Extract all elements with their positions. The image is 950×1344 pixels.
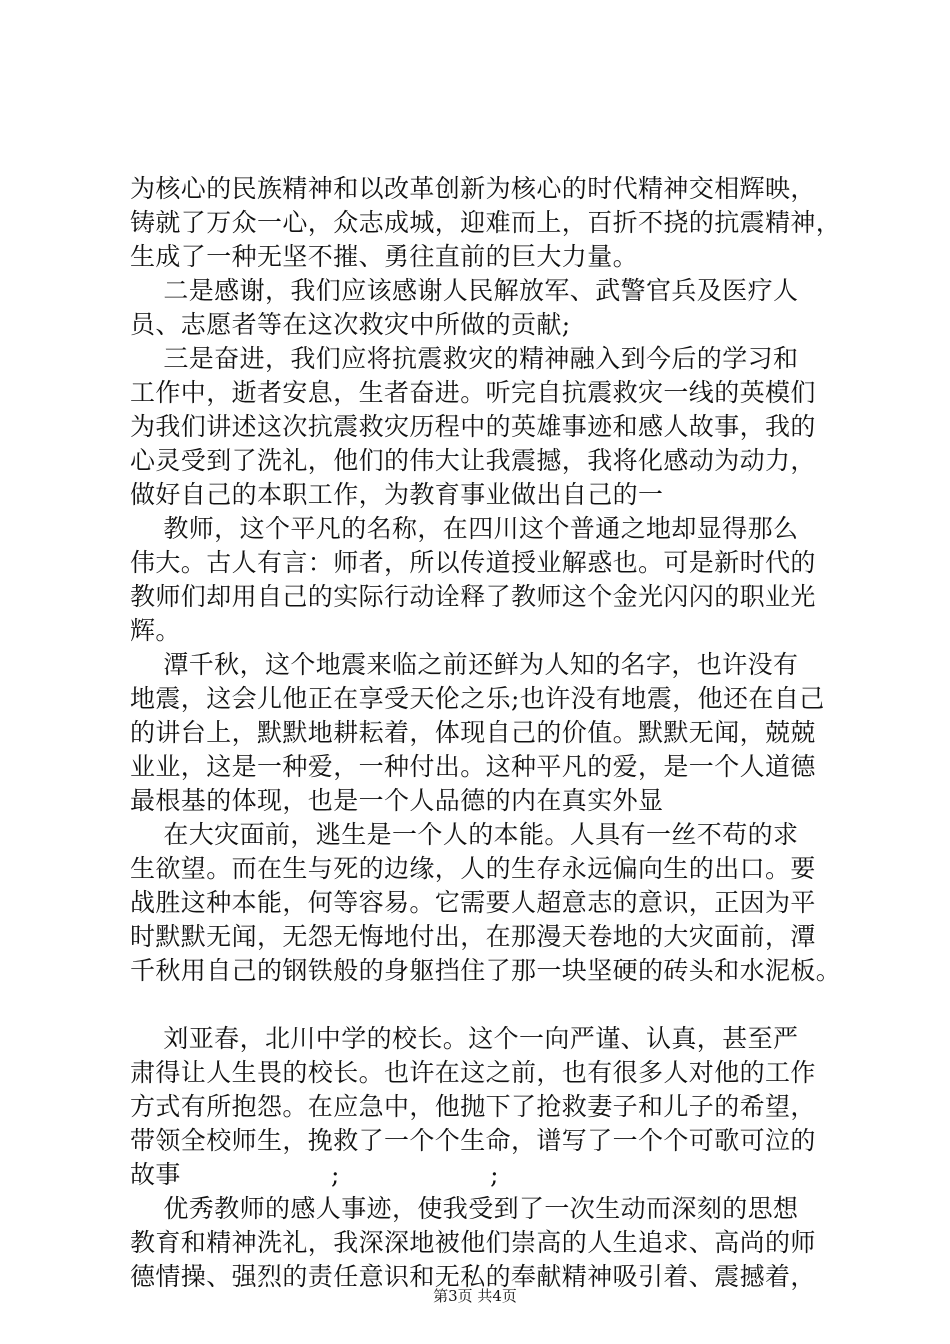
text-line: 辉。 [130,616,181,645]
paragraph-3 [130,342,850,512]
text-line: 生成了一种无坚不摧、勇往直前的巨大力量。 [130,242,639,271]
text-line: 地震，这会儿他正在享受天伦之乐;也许没有地震，他还在自己 [130,684,825,713]
paragraph-8 [130,1192,850,1294]
text-line: 员、志愿者等在这次救灾中所做的贡献; [130,310,571,339]
text-line: 带领全校师生，挽救了一个个生命，谱写了一个个可歌可泣的 [130,1126,816,1155]
page-footer [0,1286,950,1306]
text-line: 在大灾面前，逃生是一个人的本能。人具有一丝不苟的求 [130,820,799,849]
text-line: 教育和精神洗礼，我深深地被他们崇高的人生追求、高尚的师 [130,1228,816,1257]
text-line: 的讲台上，默默地耕耘着，体现自己的价值。默默无闻，兢兢 [130,718,816,747]
text-line: 铸就了万众一心，众志成城，迎难而上，百折不挠的抗震精神， [130,208,842,237]
text-line: 千秋用自己的钢铁般的身躯挡住了那一块坚硬的砖头和水泥板。 [130,956,842,985]
paragraph-7 [130,988,850,1192]
text-line: 故事 ; ; [130,1160,499,1189]
text-line: 伟大。古人有言：师者，所以传道授业解惑也。可是新时代的 [130,548,816,577]
paragraph-4 [130,512,850,648]
text-line: 德情操、强烈的责任意识和无私的奉献精神吸引着、震撼着， [130,1262,816,1291]
paragraph-2 [130,274,850,342]
text-line: 心灵受到了洗礼，他们的伟大让我震撼，我将化感动为动力， [130,446,816,475]
page-number-label: 第3页 共4页 [433,1287,517,1305]
text-line: 刘亚春，北川中学的校长。这个一向严谨、认真，甚至严 [130,1024,799,1053]
paragraph-1 [130,172,850,274]
text-line: 优秀教师的感人事迹，使我受到了一次生动而深刻的思想 [130,1194,799,1223]
text-line: 教师们却用自己的实际行动诠释了教师这个金光闪闪的职业光 [130,582,816,611]
text-line: 最根基的体现，也是一个人品德的内在真实外显 [130,786,664,815]
blank-line [130,988,850,1022]
text-line: 工作中，逝者安息，生者奋进。听完自抗震救灾一线的英模们 [130,378,816,407]
text-line: 时默默无闻，无怨无悔地付出，在那漫天卷地的大灾面前，潭 [130,922,816,951]
document-body [130,172,850,1294]
text-line: 教师，这个平凡的名称，在四川这个普通之地却显得那么 [130,514,799,543]
text-line: 二是感谢，我们应该感谢人民解放军、武警官兵及医疗人 [130,276,799,305]
paragraph-6 [130,818,850,988]
text-line: 三是奋进，我们应将抗震救灾的精神融入到今后的学习和 [130,344,799,373]
text-line: 战胜这种本能，何等容易。它需要人超意志的意识，正因为平 [130,888,816,917]
text-line: 方式有所抱怨。在应急中，他抛下了抢救妻子和儿子的希望， [130,1092,816,1121]
text-line: 生欲望。而在生与死的边缘，人的生存永远偏向生的出口。要 [130,854,816,883]
text-line: 业业，这是一种爱，一种付出。这种平凡的爱，是一个人道德 [130,752,816,781]
text-line: 为我们讲述这次抗震救灾历程中的英雄事迹和感人故事，我的 [130,412,816,441]
text-line: 潭千秋，这个地震来临之前还鲜为人知的名字，也许没有 [130,650,799,679]
text-line: 肃得让人生畏的校长。也许在这之前，也有很多人对他的工作 [130,1058,816,1087]
paragraph-5 [130,648,850,818]
text-line: 做好自己的本职工作，为教育事业做出自己的一 [130,480,664,509]
text-line: 为核心的民族精神和以改革创新为核心的时代精神交相辉映， [130,174,816,203]
